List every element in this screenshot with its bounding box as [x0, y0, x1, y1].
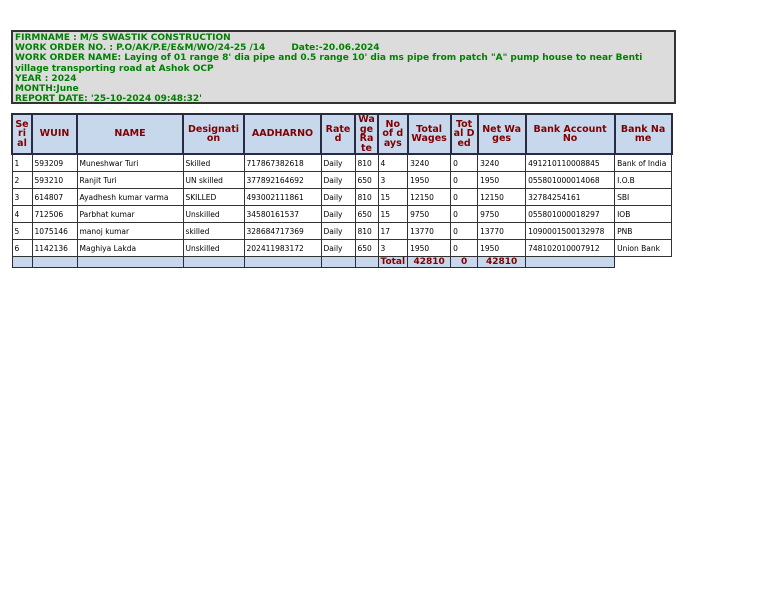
table-cell: 650	[355, 206, 378, 223]
table-cell: 614807	[32, 189, 77, 206]
table-cell: 4	[12, 206, 32, 223]
table-cell: 593210	[32, 172, 77, 189]
table-cell: 17	[378, 223, 408, 240]
table-cell: 3	[12, 189, 32, 206]
table-cell: 13770	[478, 223, 526, 240]
table-cell: Union Bank	[615, 240, 672, 257]
col-header: No of days	[378, 114, 408, 154]
table-cell: Daily	[321, 223, 355, 240]
table-cell: 493002111861	[244, 189, 321, 206]
col-header: Bank Name	[615, 114, 672, 154]
table-cell: 15	[378, 189, 408, 206]
table-cell: 650	[355, 240, 378, 257]
totals-total-wages: 42810	[408, 257, 451, 268]
table-cell: PNB	[615, 223, 672, 240]
totals-spacer	[526, 257, 615, 268]
table-cell: 202411983172	[244, 240, 321, 257]
table-cell: 055801000018297	[526, 206, 615, 223]
table-cell: 3	[378, 240, 408, 257]
table-cell: Ranjit Turi	[77, 172, 183, 189]
table-cell: skilled	[183, 223, 244, 240]
report-month: MONTH:June	[15, 84, 79, 95]
work-order-name: WORK ORDER NAME: Laying of 01 range 8' dia pipe and 0.5 range 10' dia ms pipe from patch "A" pump house to near Benti village transporting road at Ashok OCP	[15, 53, 643, 74]
totals-net-wages: 42810	[478, 257, 526, 268]
table-cell: 1075146	[32, 223, 77, 240]
table-cell: 1950	[408, 172, 451, 189]
table-cell: 650	[355, 172, 378, 189]
col-header: Serial	[12, 114, 32, 154]
col-header: AADHARNO	[244, 114, 321, 154]
table-row	[12, 206, 672, 223]
report-header	[11, 30, 676, 104]
table-cell: 32784254161	[526, 189, 615, 206]
totals-spacer	[615, 257, 672, 268]
report-date: REPORT DATE: '25-10-2024 09:48:32'	[15, 94, 202, 105]
work-order-no: WORK ORDER NO. : P.O/AK/P.E/E&M/WO/24-25 /14	[15, 43, 266, 54]
table-cell: Unskilled	[183, 240, 244, 257]
table-cell: Daily	[321, 154, 355, 172]
table-cell: manoj kumar	[77, 223, 183, 240]
table-cell: SBI	[615, 189, 672, 206]
totals-row	[12, 257, 672, 268]
totals-spacer	[244, 257, 321, 268]
table-cell: 3240	[478, 154, 526, 172]
table-cell: 1950	[408, 240, 451, 257]
table-cell: Ayadhesh kumar varma	[77, 189, 183, 206]
table-cell: 1142136	[32, 240, 77, 257]
col-header: Total Ded	[451, 114, 478, 154]
col-header: Designation	[183, 114, 244, 154]
table-cell: 12150	[408, 189, 451, 206]
table-cell: UN skilled	[183, 172, 244, 189]
table-cell: Bank of India	[615, 154, 672, 172]
col-header: NAME	[77, 114, 183, 154]
table-cell: 1090001500132978	[526, 223, 615, 240]
table-cell: 712506	[32, 206, 77, 223]
table-cell: 4	[378, 154, 408, 172]
table-cell: 748102010007912	[526, 240, 615, 257]
table-cell: Daily	[321, 240, 355, 257]
table-cell: Maghiya Lakda	[77, 240, 183, 257]
table-cell: 0	[451, 223, 478, 240]
table-cell: Muneshwar Turi	[77, 154, 183, 172]
table-cell: 9750	[478, 206, 526, 223]
table-cell: 810	[355, 189, 378, 206]
table-cell: 328684717369	[244, 223, 321, 240]
wage-table	[11, 113, 673, 268]
table-cell: 810	[355, 223, 378, 240]
table-cell: 810	[355, 154, 378, 172]
table-cell: Parbhat kumar	[77, 206, 183, 223]
table-cell: 1950	[478, 240, 526, 257]
table-cell: 0	[451, 154, 478, 172]
col-header: Wage Rate	[355, 114, 378, 154]
table-cell: 3	[378, 172, 408, 189]
col-header: Total Wages	[408, 114, 451, 154]
col-header: WUIN	[32, 114, 77, 154]
col-header: Rated	[321, 114, 355, 154]
col-header: Net Wages	[478, 114, 526, 154]
totals-spacer	[12, 257, 32, 268]
totals-spacer	[32, 257, 77, 268]
report-year: YEAR : 2024	[15, 73, 77, 84]
table-cell: 055801000014068	[526, 172, 615, 189]
col-header: Bank Account No	[526, 114, 615, 154]
totals-total-ded: 0	[451, 257, 478, 268]
table-header-row	[12, 114, 672, 154]
table-row	[12, 189, 672, 206]
table-cell: 13770	[408, 223, 451, 240]
table-cell: 2	[12, 172, 32, 189]
table-cell: 593209	[32, 154, 77, 172]
table-cell: 9750	[408, 206, 451, 223]
table-row	[12, 172, 672, 189]
table-cell: I.O.B	[615, 172, 672, 189]
table-cell: 5	[12, 223, 32, 240]
table-cell: 15	[378, 206, 408, 223]
table-cell: SKILLED	[183, 189, 244, 206]
table-row	[12, 154, 672, 172]
firm-name: FIRMNAME : M/S SWASTIK CONSTRUCTION	[15, 33, 231, 43]
totals-spacer	[77, 257, 183, 268]
table-cell: 6	[12, 240, 32, 257]
work-order-date: Date:-20.06.2024	[291, 43, 380, 54]
table-cell: 34580161537	[244, 206, 321, 223]
table-cell: 12150	[478, 189, 526, 206]
table-cell: 0	[451, 172, 478, 189]
table-cell: 1	[12, 154, 32, 172]
table-row	[12, 223, 672, 240]
table-cell: 3240	[408, 154, 451, 172]
totals-spacer	[321, 257, 355, 268]
totals-spacer	[183, 257, 244, 268]
table-cell: Daily	[321, 189, 355, 206]
totals-label: Total	[378, 257, 408, 268]
table-cell: 0	[451, 206, 478, 223]
table-cell: 491210110008845	[526, 154, 615, 172]
table-cell: Daily	[321, 206, 355, 223]
table-cell: Unskilled	[183, 206, 244, 223]
table-cell: 0	[451, 240, 478, 257]
table-cell: 1950	[478, 172, 526, 189]
table-cell: 377892164692	[244, 172, 321, 189]
table-cell: Skilled	[183, 154, 244, 172]
table-cell: IOB	[615, 206, 672, 223]
table-cell: 717867382618	[244, 154, 321, 172]
work-order-line	[15, 43, 672, 53]
table-cell: 0	[451, 189, 478, 206]
totals-spacer	[355, 257, 378, 268]
table-cell: Daily	[321, 172, 355, 189]
table-row	[12, 240, 672, 257]
